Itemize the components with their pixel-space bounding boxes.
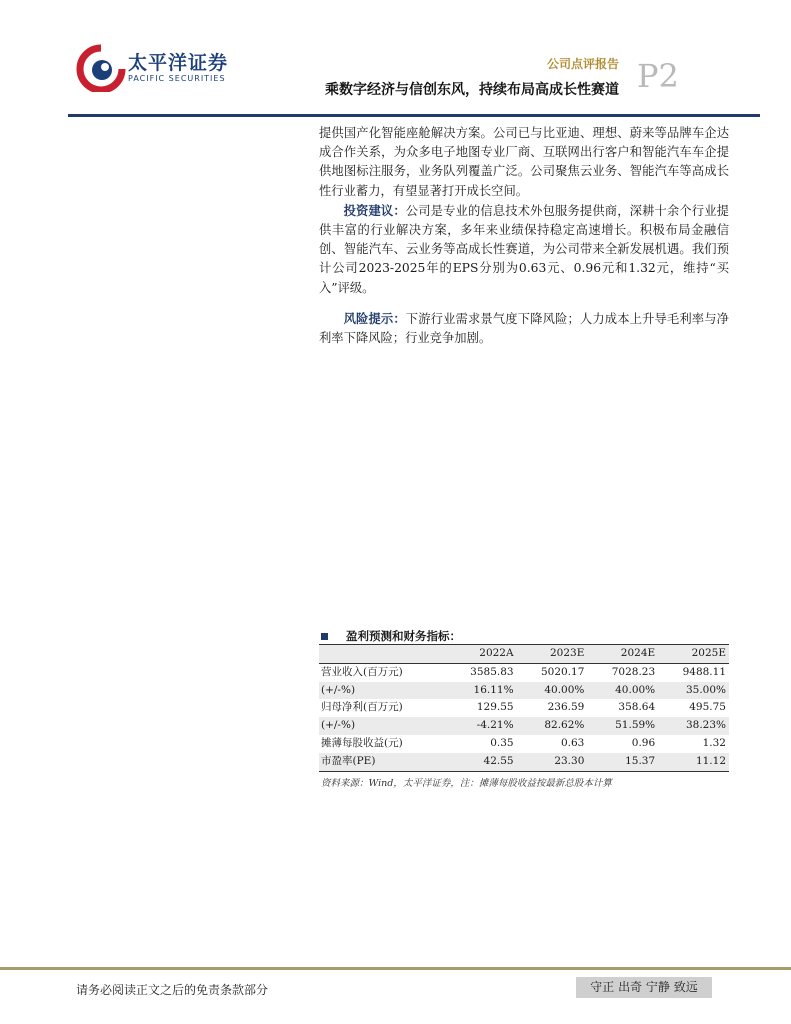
table-cell: 358.64	[618, 701, 656, 714]
header-cell: 2024E	[587, 645, 658, 664]
row-label: (+/-%)	[321, 683, 356, 696]
table-title-text: 盈利预测和财务指标：	[346, 629, 461, 643]
table-cell: 82.62%	[544, 719, 585, 732]
footer-motto: 守正 出奇 宁静 致远	[576, 977, 712, 998]
investment-label: 投资建议：	[343, 202, 406, 218]
header-cell: 2025E	[658, 645, 729, 664]
table-row	[319, 717, 729, 735]
logo-chinese-text: 太平洋证券	[128, 52, 229, 74]
page-title: 乘数字经济与信创东风，持续布局高成长性赛道	[325, 82, 619, 98]
table-cell: -4.21%	[476, 719, 514, 732]
table-cell: 0.96	[631, 736, 656, 749]
table-cell: 0.63	[560, 736, 585, 749]
forecast-table-block	[319, 628, 729, 789]
row-label: 摊薄每股收益(元)	[321, 736, 403, 749]
table-row	[319, 699, 729, 717]
table-row	[319, 663, 729, 681]
table-source-note: 资料来源：Wind，太平洋证券，注：摊薄每股收益按最新总股本计算	[321, 777, 612, 789]
table-cell: 9488.11	[682, 665, 726, 678]
table-cell: 15.37	[587, 753, 658, 771]
table-cell: 40.00%	[544, 683, 585, 696]
table-header-row	[319, 645, 729, 664]
risk-label: 风险提示：	[343, 310, 406, 326]
report-type-label: 公司点评报告	[546, 57, 619, 71]
table-cell: 40.00%	[615, 683, 656, 696]
company-logo	[76, 42, 236, 98]
paragraph-investment	[319, 201, 729, 298]
table-cell: 38.23%	[685, 719, 726, 732]
header-cell	[319, 645, 446, 664]
header-cell: 2022A	[446, 645, 517, 664]
table-cell: 0.35	[490, 736, 514, 749]
table-row	[319, 735, 729, 753]
table-cell: 3585.83	[470, 665, 514, 678]
table-row	[319, 753, 729, 771]
table-cell: 129.55	[476, 701, 514, 714]
footer-disclaimer: 请务必阅读正文之后的免责条款部分	[76, 983, 269, 997]
logo-emblem-icon	[76, 42, 126, 92]
table-cell: 16.11%	[473, 683, 514, 696]
table-cell: 51.59%	[615, 719, 656, 732]
table-cell: 5020.17	[540, 665, 585, 678]
logo-english-text: PACIFIC SECURITIES	[128, 74, 226, 83]
footer-divider	[0, 967, 791, 970]
table-cell: 35.00%	[685, 683, 726, 696]
table-row	[319, 682, 729, 700]
investment-text: 公司是专业的信息技术外包服务提供商，深耕十余个行业提供丰富的行业解决方案，多年来业绩保持稳定高速增长。积极布局金融信创、智能汽车、云业务等高成长性赛道，为公司带来全新发展机遇。我们预计公司2023-2025年的EPS分别为0.63元、0.96元和1.32元，维持“买入”评级。	[319, 203, 729, 295]
row-label: 市盈率(PE)	[319, 753, 446, 771]
table-cell: 42.55	[446, 753, 517, 771]
risk-text: 下游行业需求景气度下降风险；人力成本上升导毛利率与净利率下降风险；行业竞争加剧。	[319, 311, 729, 346]
main-text	[319, 124, 729, 348]
table-cell: 236.59	[547, 701, 585, 714]
table-title	[319, 628, 729, 644]
table-cell: 495.75	[689, 701, 726, 714]
paragraph-risk	[319, 309, 729, 348]
table-cell: 23.30	[517, 753, 588, 771]
header-cell: 2023E	[517, 645, 588, 664]
page-number-mark: P2	[637, 57, 679, 95]
square-bullet-icon	[321, 633, 328, 640]
table-cell: 7028.23	[611, 665, 656, 678]
row-label: 归母净利(百万元)	[321, 701, 403, 714]
paragraph-business: 提供国产化智能座舱解决方案。公司已与比亚迪、理想、蔚来等品牌车企达成合作关系，为众多电子地图专业厂商、互联网出行客户和智能汽车车企提供地图标注服务，业务队列覆盖广泛。公司聚焦云业务、智能汽车等高成长性行业蓄力，有望显著打开成长空间。	[319, 126, 729, 198]
forecast-table	[319, 644, 729, 772]
table-cell: 1.32	[702, 736, 726, 749]
row-label: (+/-%)	[321, 719, 356, 732]
header-divider	[68, 114, 760, 117]
row-label: 营业收入(百万元)	[321, 665, 403, 678]
table-cell: 11.12	[658, 753, 729, 771]
